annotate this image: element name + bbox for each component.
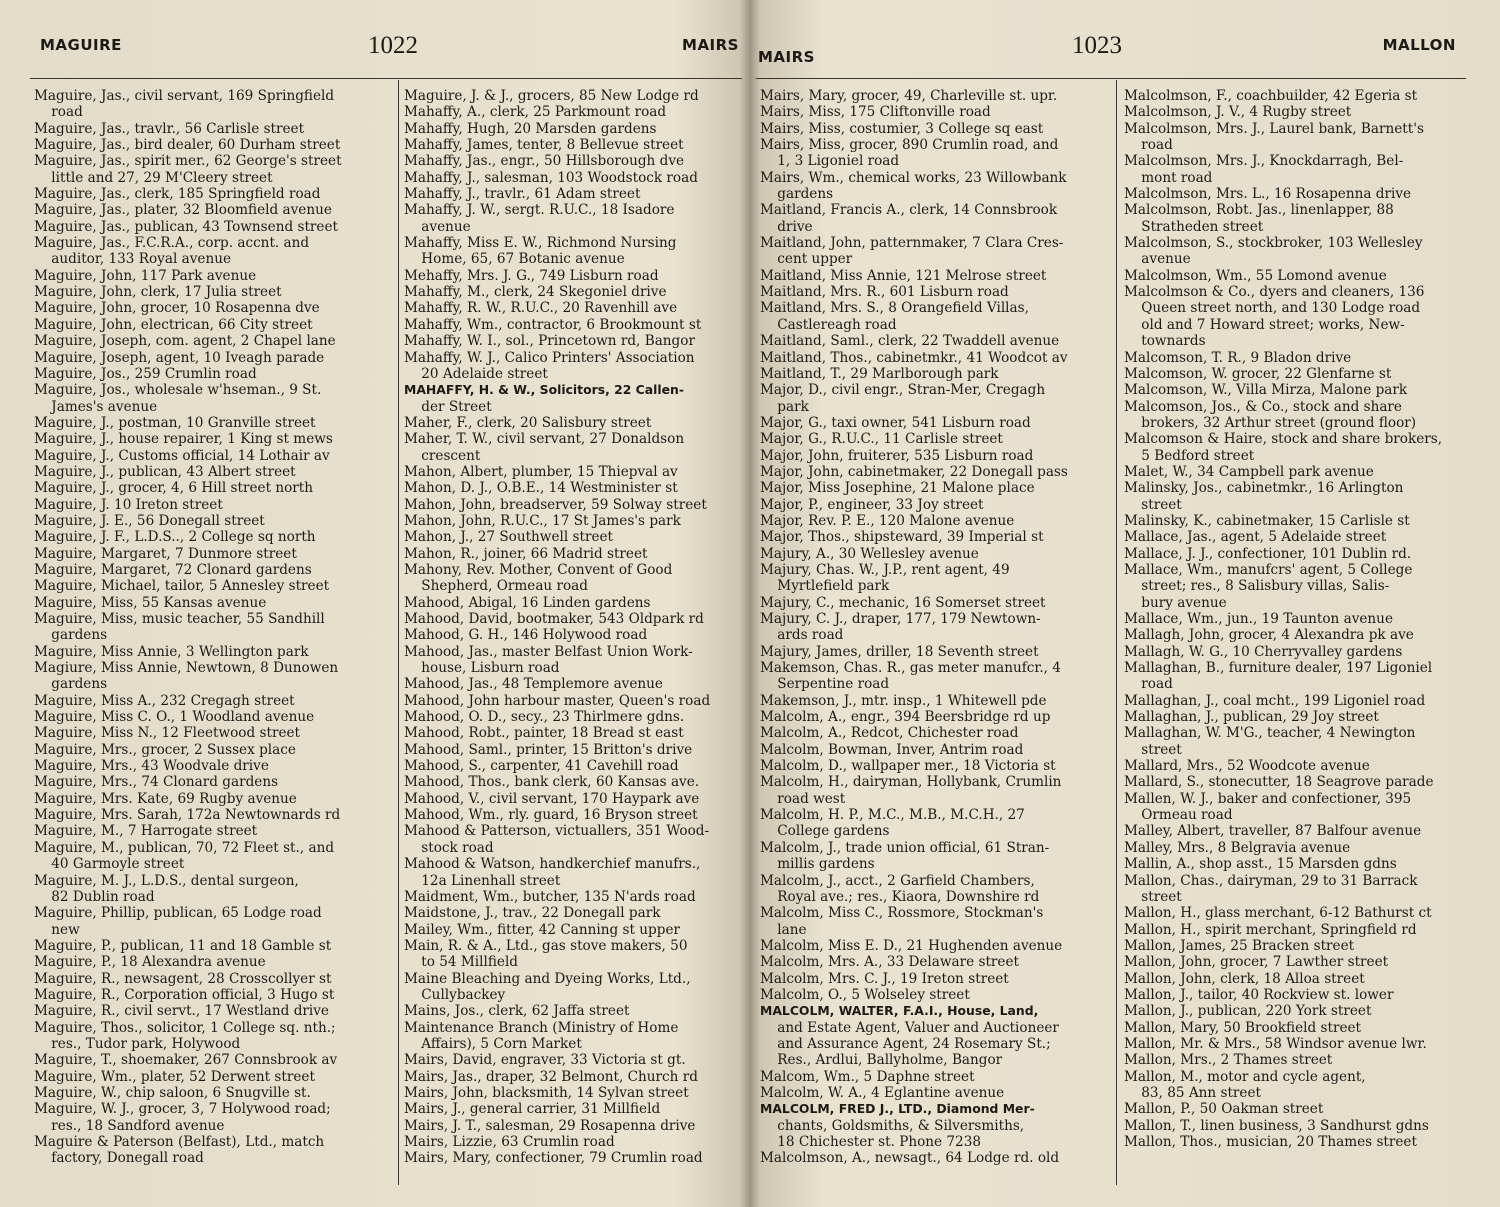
directory-entry: Major, Thos., shipsteward, 39 Imperial st [760, 529, 1044, 546]
directory-entry-continuation: mont road [1124, 169, 1213, 186]
directory-entry: Maitland, Mrs. S., 8 Orangefield Villas, [760, 300, 1029, 317]
directory-entry-continuation: road [1124, 137, 1173, 154]
directory-entry: Maitland, Francis A., clerk, 14 Connsbrook [760, 202, 1058, 219]
directory-entry-continuation: ards road [760, 627, 844, 644]
directory-entry: Maitland, Thos., cabinetmkr., 41 Woodcot av [760, 349, 1068, 366]
directory-entry: Mallon, H., spirit merchant, Springfield rd [1124, 921, 1417, 938]
directory-entry: Mahaffy, J., salesman, 103 Woodstock road [404, 169, 698, 186]
directory-entry: Mahood, Abigal, 16 Linden gardens [404, 594, 651, 611]
directory-entry: Maguire, J., house repairer, 1 King st mews [34, 431, 333, 448]
directory-entry: Mahood & Patterson, victuallers, 351 Wood- [404, 823, 710, 840]
directory-entry: Malcolm, A., Redcot, Chichester road [760, 725, 1019, 742]
directory-entry: Maidstone, J., trav., 22 Donegall park [404, 905, 661, 922]
directory-entry-continuation: and Assurance Agent, 24 Rosemary St.; [760, 1035, 1051, 1052]
directory-entry: Maguire, Miss Annie, 3 Wellington park [34, 643, 309, 660]
column-2 [404, 88, 742, 1167]
directory-entry: Mairs, David, engraver, 33 Victoria st gt. [404, 1052, 686, 1069]
column-rule [1116, 80, 1117, 1185]
directory-entry: Mallace, Jas., agent, 5 Adelaide street [1124, 529, 1387, 546]
directory-entry: Mahony, Rev. Mother, Convent of Good [404, 561, 673, 578]
directory-entry: Majury, James, driller, 18 Seventh street [760, 643, 1039, 660]
running-head [752, 32, 1500, 66]
directory-entry: Mahood, David, bootmaker, 543 Oldpark rd [404, 611, 704, 627]
directory-entry: Maguire, Joseph, agent, 10 Iveagh parade [34, 349, 325, 366]
directory-entry: Maguire, T., shoemaker, 267 Connsbrook av [34, 1052, 338, 1069]
directory-entry-continuation: Royal ave.; res., Kiaora, Downshire rd [760, 888, 1040, 905]
directory-entry: Mahaffy, R. W., R.U.C., 20 Ravenhill ave [404, 300, 678, 317]
directory-entry: Malcolm, A., engr., 394 Beersbridge rd up [760, 709, 1051, 726]
directory-entry-continuation: Home, 65, 67 Botanic avenue [404, 251, 625, 268]
running-head-right: MALLON [1382, 36, 1456, 54]
directory-entry: Maguire & Paterson (Belfast), Ltd., match [34, 1134, 325, 1150]
directory-entry: Maguire, J., Customs official, 14 Lothair av [34, 447, 330, 464]
directory-entry-continuation: Queen street north, and 130 Lodge road [1124, 300, 1421, 317]
directory-entry-continuation: chants, Goldsmiths, & Silversmiths, [760, 1117, 1025, 1134]
directory-entry: Maguire, J., grocer, 4, 6 Hill street north [34, 480, 314, 497]
right-page [752, 0, 1500, 1207]
directory-entry: Maguire, Miss A., 232 Cregagh street [34, 692, 295, 709]
directory-entry: Malcolm, D., wallpaper mer., 18 Victoria st [760, 758, 1056, 775]
directory-entry: Maitland, Mrs. R., 601 Lisburn road [760, 284, 1009, 301]
directory-entry: Malcolm, O., 5 Wolseley street [760, 986, 970, 1003]
directory-entry: Malcolm, Bowman, Inver, Antrim road [760, 741, 1024, 758]
directory-entry: Majury, C. J., draper, 177, 179 Newtown- [760, 611, 1041, 627]
column-2 [1124, 88, 1470, 1150]
directory-entry-continuation: Shepherd, Ormeau road [404, 578, 588, 595]
directory-entry: Mallon, John, grocer, 7 Lawther street [1124, 954, 1389, 971]
directory-entry: Malcolm, H., dairyman, Hollybank, Crumlin [760, 774, 1062, 791]
directory-entry: Mairs, Miss, grocer, 890 Crumlin road, and [760, 137, 1059, 154]
directory-entry: Maguire, Jos., 259 Crumlin road [34, 365, 257, 382]
directory-entry: Malcolmson, Wm., 55 Lomond avenue [1124, 267, 1387, 284]
directory-entry: Maguire, Miss, 55 Kansas avenue [34, 594, 267, 611]
directory-entry: Malinsky, K., cabinetmaker, 15 Carlisle st [1124, 512, 1410, 529]
directory-entry: Malcomson & Haire, stock and share brokers, [1124, 431, 1443, 448]
directory-entry: Mahaffy, A., clerk, 25 Parkmount road [404, 104, 667, 121]
directory-entry-continuation: 18 Chichester st. Phone 7238 [760, 1134, 982, 1150]
directory-entry: Maitland, Miss Annie, 121 Melrose street [760, 267, 1047, 284]
directory-entry-continuation: road [1124, 676, 1173, 693]
directory-entry: Malcolm, Miss C., Rossmore, Stockman's [760, 905, 1044, 922]
directory-entry: Mahaffy, W. J., Calico Printers' Association [404, 349, 695, 366]
directory-entry: Maguire, P., publican, 11 and 18 Gamble st [34, 937, 332, 954]
directory-entry: Mallon, M., motor and cycle agent, [1124, 1068, 1366, 1085]
directory-entry: Mains, Jos., clerk, 62 Jaffa street [404, 1003, 630, 1020]
directory-entry-continuation: old and 7 Howard street; works, New- [1124, 316, 1405, 333]
page-number: 1022 [368, 32, 418, 59]
directory-entry-continuation: street; res., 8 Salisbury villas, Salis- [1124, 578, 1390, 595]
directory-entry: Mallon, J., publican, 220 York street [1124, 1003, 1372, 1020]
directory-entry-continuation: gardens [34, 627, 108, 644]
directory-entry: Mallon, T., linen business, 3 Sandhurst gdns [1124, 1117, 1429, 1134]
directory-entry: Mahon, Albert, plumber, 15 Thiepval av [404, 463, 678, 480]
running-head [0, 32, 745, 66]
directory-entry: Malley, Mrs., 8 Belgravia avenue [1124, 839, 1351, 856]
directory-entry: Magiure, Miss Annie, Newtown, 8 Dunowen [34, 660, 339, 677]
directory-entry: Maguire, Jas., F.C.R.A., corp. accnt. and [34, 235, 310, 252]
directory-entry: Maguire, J., postman, 10 Granville street [34, 414, 316, 431]
directory-entry: Mallen, W. J., baker and confectioner, 395 [1124, 790, 1412, 807]
directory-entry: Malcolmson, Mrs. L., 16 Rosapenna drive [1124, 186, 1412, 203]
directory-entry-continuation: Myrtlefield park [760, 578, 890, 595]
directory-entry-continuation: avenue [404, 218, 471, 235]
directory-entry-continuation: street [1124, 888, 1182, 905]
directory-entry: Malcolmson, Mrs. J., Laurel bank, Barnett's [1124, 120, 1424, 137]
head-rule [756, 78, 1466, 79]
directory-entry: Maguire, R., civil servt., 17 Westland drive [34, 1003, 329, 1020]
directory-entry-continuation: stock road [404, 839, 494, 856]
directory-entry-continuation: der Street [404, 398, 492, 415]
directory-entry: Malcomson, T. R., 9 Bladon drive [1124, 349, 1352, 366]
directory-entry: Mallagh, W. G., 10 Cherryvalley gardens [1124, 643, 1403, 660]
directory-entry: Malcolmson, S., stockbroker, 103 Wellesley [1124, 235, 1423, 252]
directory-entry: Maguire, Miss N., 12 Fleetwood street [34, 725, 301, 742]
directory-entry-continuation: Affairs), 5 Corn Market [404, 1035, 582, 1052]
directory-entry: Maguire, John, clerk, 17 Julia street [34, 284, 282, 301]
directory-entry-continuation: 20 Adelaide street [404, 365, 548, 382]
directory-entry-continuation: brokers, 32 Arthur street (ground floor) [1124, 414, 1417, 431]
directory-entry: Maguire, Mrs. Sarah, 172a Newtownards rd [34, 807, 341, 824]
directory-entry-continuation: millis gardens [760, 856, 875, 873]
directory-entry: Maguire, J. & J., grocers, 85 New Lodge rd [404, 88, 699, 104]
directory-entry-continuation: little and 27, 29 M'Cleery street [34, 169, 273, 186]
directory-entry: Mahood, O. D., secy., 23 Thirlmere gdns. [404, 709, 685, 726]
directory-entry: Maitland, John, patternmaker, 7 Clara Cres- [760, 235, 1064, 252]
directory-entry: Majury, A., 30 Wellesley avenue [760, 545, 979, 562]
directory-entry: Mahaffy, W. I., sol., Princetown rd, Bangor [404, 333, 695, 350]
directory-entry-continuation: avenue [1124, 251, 1191, 268]
directory-entry: Maguire, J. F., L.D.S.., 2 College sq north [34, 529, 316, 546]
running-head-right: MAIRS [682, 36, 739, 54]
directory-entry: Maguire, Miss, music teacher, 55 Sandhill [34, 611, 325, 627]
directory-entry: Mairs, Mary, confectioner, 79 Crumlin road [404, 1150, 703, 1167]
directory-entry: Mahaffy, James, tenter, 8 Bellevue street [404, 137, 684, 154]
directory-entry: Maher, T. W., civil servant, 27 Donaldson [404, 431, 685, 448]
directory-entry-continuation: Res., Ardlui, Ballyholme, Bangor [760, 1052, 1003, 1069]
directory-entry: Mahaffy, M., clerk, 24 Skegoniel drive [404, 284, 667, 301]
directory-entry-continuation: 5 Bedford street [1124, 447, 1255, 464]
directory-entry: Mallaghan, B., furniture dealer, 197 Ligoniel [1124, 660, 1433, 677]
directory-entry: Mairs, J., general carrier, 31 Millfield [404, 1101, 661, 1118]
directory-entry: Mallard, S., stonecutter, 18 Seagrove parade [1124, 774, 1434, 791]
directory-entry: Major, D., civil engr., Stran-Mer, Cregagh [760, 382, 1046, 399]
directory-entry: Mairs, Wm., chemical works, 23 Willowbank [760, 169, 1067, 186]
directory-entry-continuation: Cullybackey [404, 986, 506, 1003]
directory-entry: Mahood & Watson, handkerchief manufrs., [404, 856, 701, 873]
directory-entry-continuation: 1, 3 Ligoniel road [760, 153, 900, 170]
directory-entry-continuation: Stratheden street [1124, 218, 1264, 235]
directory-entry: Mahaffy, Wm., contractor, 6 Brookmount st [404, 316, 702, 333]
directory-entry: Malet, W., 34 Campbell park avenue [1124, 463, 1374, 480]
directory-entry-continuation: road west [760, 790, 846, 807]
directory-entry: Maguire, P., 18 Alexandra avenue [34, 954, 266, 971]
directory-entry: Maguire, J., publican, 43 Albert street [34, 463, 296, 480]
directory-entry: Maguire, Wm., plater, 52 Derwent street [34, 1068, 315, 1085]
directory-entry: Mairs, J. T., salesman, 29 Rosapenna drive [404, 1117, 696, 1134]
directory-entry: Maguire, Mrs., grocer, 2 Sussex place [34, 741, 296, 758]
directory-entry: Mairs, Jas., draper, 32 Belmont, Church rd [404, 1068, 698, 1085]
directory-entry-continuation: res., 18 Sandford avenue [34, 1117, 225, 1134]
directory-entry: Malcolmson & Co., dyers and cleaners, 136 [1124, 284, 1425, 301]
directory-entry: Mahood, Saml., printer, 15 Britton's drive [404, 741, 693, 758]
directory-entry: Maguire, J. E., 56 Donegall street [34, 512, 265, 529]
directory-entry-continuation: and Estate Agent, Valuer and Auctioneer [760, 1019, 1059, 1036]
directory-entry: Malcolmson, Mrs. J., Knockdarragh, Bel- [1124, 153, 1404, 170]
directory-entry: Maguire, Jas., civil servant, 169 Springfield [34, 88, 335, 104]
directory-entry-continuation: gardens [760, 186, 834, 203]
directory-entry: Mahood, V., civil servant, 170 Haypark ave [404, 790, 700, 807]
directory-entry-continuation: street [1124, 741, 1182, 758]
directory-entry: Mallon, Mr. & Mrs., 58 Windsor avenue lwr. [1124, 1035, 1427, 1052]
directory-entry-continuation: factory, Donegall road [34, 1150, 204, 1167]
directory-entry: Mahood, Jas., 48 Templemore avenue [404, 676, 663, 693]
directory-entry-continuation: College gardens [760, 823, 890, 840]
directory-entry: Malcolm, W. A., 4 Eglantine avenue [760, 1084, 1005, 1101]
directory-entry: Mahood, S., carpenter, 41 Cavehill road [404, 758, 679, 775]
directory-entry: Major, G., R.U.C., 11 Carlisle street [760, 431, 1003, 448]
directory-entry: Mallace, Wm., jun., 19 Taunton avenue [1124, 611, 1393, 627]
directory-entry: Maidment, Wm., butcher, 135 N'ards road [404, 888, 696, 905]
directory-entry: Main, R. & A., Ltd., gas stove makers, 50 [404, 937, 688, 954]
directory-entry: Maguire, R., Corporation official, 3 Hugo st [34, 986, 335, 1003]
directory-entry: Malcolm, Mrs. A., 33 Delaware street [760, 954, 1019, 971]
directory-entry: Mahaffy, Miss E. W., Richmond Nursing [404, 235, 677, 252]
directory-entry: Major, P., engineer, 33 Joy street [760, 496, 984, 513]
directory-entry: Makemson, Chas. R., gas meter manufcr., 4 [760, 660, 1061, 677]
directory-entry-continuation: 40 Garmoyle street [34, 856, 185, 873]
directory-entry: Malcolm, H. P., M.C., M.B., M.C.H., 27 [760, 807, 1025, 824]
directory-entry: Mallace, J. J., confectioner, 101 Dublin rd. [1124, 545, 1412, 562]
directory-entry: Maguire, Michael, tailor, 5 Annesley street [34, 578, 330, 595]
directory-entry: Maguire, Jas., travlr., 56 Carlisle street [34, 120, 305, 137]
directory-entry-continuation: Serpentine road [760, 676, 890, 693]
column-1 [34, 88, 394, 1167]
directory-entry: Maguire, Mrs., 74 Clonard gardens [34, 774, 279, 791]
directory-entry: Mairs, Miss, 175 Cliftonville road [760, 104, 991, 121]
directory-entry: Maguire, Margaret, 7 Dunmore street [34, 545, 297, 562]
directory-entry: Malcomson, W., Villa Mirza, Malone park [1124, 382, 1408, 399]
directory-entry: Mairs, John, blacksmith, 14 Sylvan street [404, 1084, 689, 1101]
directory-entry: Mallon, Chas., dairyman, 29 to 31 Barrack [1124, 872, 1418, 889]
directory-entry-continuation: gardens [34, 676, 108, 693]
directory-entry-continuation: road [34, 104, 83, 121]
directory-entry: MALCOLM, FRED J., LTD., Diamond Mer- [760, 1101, 1035, 1117]
directory-entry-continuation: lane [760, 921, 807, 938]
directory-entry-continuation: Ormeau road [1124, 807, 1233, 824]
directory-entry: Mallon, Mrs., 2 Thames street [1124, 1052, 1333, 1069]
directory-entry: MALCOLM, WALTER, F.A.I., House, Land, [760, 1003, 1039, 1019]
directory-entry: Mahon, R., joiner, 66 Madrid street [404, 545, 648, 562]
directory-entry: Malley, Albert, traveller, 87 Balfour avenue [1124, 823, 1422, 840]
directory-entry: Mallagh, John, grocer, 4 Alexandra pk ave [1124, 627, 1414, 644]
directory-entry: Mallon, H., glass merchant, 6-12 Bathurst ct [1124, 905, 1432, 922]
directory-entry: Mailey, Wm., fitter, 42 Canning st upper [404, 921, 681, 938]
directory-entry: Maguire, Jas., bird dealer, 60 Durham street [34, 137, 341, 154]
directory-entry: Maguire, John, grocer, 10 Rosapenna dve [34, 300, 320, 317]
directory-entry: Major, John, cabinetmaker, 22 Donegall pass [760, 463, 1068, 480]
directory-entry-continuation: cent upper [760, 251, 853, 268]
directory-entry: Makemson, J., mtr. insp., 1 Whitewell pde [760, 692, 1047, 709]
directory-entry: Malcolm, J., trade union official, 61 Stran- [760, 839, 1050, 856]
directory-entry-continuation: new [34, 921, 80, 938]
directory-entry: Major, Rev. P. E., 120 Malone avenue [760, 512, 1015, 529]
directory-entry: Mallin, A., shop asst., 15 Marsden gdns [1124, 856, 1397, 873]
directory-entry: Mallaghan, J., publican, 29 Joy street [1124, 709, 1379, 726]
directory-entry: Maguire, R., newsagent, 28 Crosscollyer st [34, 970, 332, 987]
directory-entry: Maguire, W., chip saloon, 6 Snugville st. [34, 1084, 311, 1101]
directory-entry: Maguire, Miss C. O., 1 Woodland avenue [34, 709, 315, 726]
directory-entry: MAHAFFY, H. & W., Solicitors, 22 Callen- [404, 382, 684, 398]
directory-entry-continuation: 83, 85 Ann street [1124, 1084, 1261, 1101]
directory-entry: Mahood, Thos., bank clerk, 60 Kansas ave. [404, 774, 700, 791]
directory-entry-continuation: to 54 Millfield [404, 954, 518, 971]
directory-entry: Mahood, Wm., rly. guard, 16 Bryson street [404, 807, 698, 824]
directory-entry: Majury, C., mechanic, 16 Somerset street [760, 594, 1046, 611]
directory-entry: Malcolm, J., acct., 2 Garfield Chambers, [760, 872, 1035, 889]
directory-entry-continuation: James's avenue [34, 398, 158, 415]
directory-entry: Malcomson, W. grocer, 22 Glenfarne st [1124, 365, 1392, 382]
directory-entry-continuation: park [760, 398, 809, 415]
directory-entry: Mahon, John, R.U.C., 17 St James's park [404, 512, 681, 529]
directory-entry: Mallaghan, J., coal mcht., 199 Ligoniel road [1124, 692, 1426, 709]
directory-entry: Mairs, Mary, grocer, 49, Charleville st. upr. [760, 88, 1058, 104]
running-head-left: MAIRS [758, 48, 815, 66]
directory-entry-continuation: street [1124, 496, 1182, 513]
directory-entry: Maguire, M., 7 Harrogate street [34, 823, 258, 840]
directory-entry: Malcolmson, Robt. Jas., linenlapper, 88 [1124, 202, 1394, 219]
left-page [0, 0, 745, 1207]
directory-entry: Mallon, John, clerk, 18 Alloa street [1124, 970, 1365, 987]
directory-entry: Maguire, Jos., wholesale w'hseman., 9 St. [34, 382, 322, 399]
directory-entry: Mehaffy, Mrs. J. G., 749 Lisburn road [404, 267, 659, 284]
running-head-left: MAGUIRE [40, 36, 122, 54]
directory-entry: Maguire, John, 117 Park avenue [34, 267, 257, 284]
directory-entry: Maguire, Jas., plater, 32 Bloomfield avenue [34, 202, 332, 219]
directory-entry: Maguire, Jas., publican, 43 Townsend street [34, 218, 338, 235]
directory-entry: Mallaghan, W. M'G., teacher, 4 Newington [1124, 725, 1416, 742]
directory-entry: Maitland, Saml., clerk, 22 Twaddell avenue [760, 333, 1060, 350]
directory-entry: Majury, Chas. W., J.P., rent agent, 49 [760, 561, 1010, 578]
directory-entry: Maguire, Mrs. Kate, 69 Rugby avenue [34, 790, 297, 807]
directory-entry: Maher, F., clerk, 20 Salisbury street [404, 414, 652, 431]
directory-entry: Mairs, Lizzie, 63 Crumlin road [404, 1134, 615, 1150]
directory-entry: Malcolm, Miss E. D., 21 Hughenden avenue [760, 937, 1063, 954]
directory-entry: Maguire, Thos., solicitor, 1 College sq. nth.; [34, 1019, 336, 1036]
directory-entry: Mairs, Miss, costumier, 3 College sq east [760, 120, 1044, 137]
directory-entry: Mahood, Robt., painter, 18 Bread st east [404, 725, 684, 742]
column-1 [760, 88, 1112, 1167]
directory-entry-continuation: 12a Linenhall street [404, 872, 561, 889]
directory-entry: Mahood, G. H., 146 Holywood road [404, 627, 648, 644]
directory-entry: Maguire, M. J., L.D.S., dental surgeon, [34, 872, 299, 889]
directory-entry: Mahaffy, Hugh, 20 Marsden gardens [404, 120, 657, 137]
directory-entry: Mallon, James, 25 Bracken street [1124, 937, 1355, 954]
directory-entry-continuation: drive [760, 218, 813, 235]
directory-entry: Major, G., taxi owner, 541 Lisburn road [760, 414, 1031, 431]
directory-entry: Maguire, Jas., clerk, 185 Springfield road [34, 186, 321, 203]
directory-entry: Malcomson, Jos., & Co., stock and share [1124, 398, 1402, 415]
directory-entry: Maguire, Margaret, 72 Clonard gardens [34, 561, 312, 578]
directory-entry: Maguire, Jas., spirit mer., 62 George's street [34, 153, 342, 170]
directory-entry: Maine Bleaching and Dyeing Works, Ltd., [404, 970, 691, 987]
directory-entry: Maguire, Mrs., 43 Woodvale drive [34, 758, 269, 775]
directory-entry: Malcom, Wm., 5 Daphne street [760, 1068, 975, 1085]
head-rule [30, 78, 742, 79]
directory-entry: Mahon, J., 27 Southwell street [404, 529, 613, 546]
directory-entry: Mahon, John, breadserver, 59 Solway street [404, 496, 707, 513]
directory-entry: Mahaffy, J., travlr., 61 Adam street [404, 186, 641, 203]
directory-entry: Maguire, W. J., grocer, 3, 7 Holywood road; [34, 1101, 331, 1118]
directory-entry-continuation: auditor, 133 Royal avenue [34, 251, 232, 268]
directory-entry: Mahaffy, J. W., sergt. R.U.C., 18 Isadore [404, 202, 675, 219]
directory-entry: Mahon, D. J., O.B.E., 14 Westminister st [404, 480, 678, 497]
directory-entry-continuation: Castlereagh road [760, 316, 897, 333]
directory-entry: Malinsky, Jos., cabinetmkr., 16 Arlington [1124, 480, 1404, 497]
column-rule [398, 80, 399, 1185]
page-number: 1023 [1072, 32, 1122, 59]
directory-entry: Mahaffy, Jas., engr., 50 Hillsborough dve [404, 153, 685, 170]
directory-entry: Mallon, P., 50 Oakman street [1124, 1101, 1324, 1118]
directory-entry-continuation: townards [1124, 333, 1206, 350]
directory-entry-continuation: house, Lisburn road [404, 660, 560, 677]
directory-entry: Mallard, Mrs., 52 Woodcote avenue [1124, 758, 1370, 775]
directory-entry: Mahood, John harbour master, Queen's road [404, 692, 711, 709]
directory-entry: Malcolmson, F., coachbuilder, 42 Egeria st [1124, 88, 1418, 104]
directory-entry: Maguire, M., publican, 70, 72 Fleet st., and [34, 839, 335, 856]
directory-entry: Mallon, Thos., musician, 20 Thames street [1124, 1134, 1417, 1150]
directory-entry: Maitland, T., 29 Marlborough park [760, 365, 999, 382]
directory-entry-continuation: 82 Dublin road [34, 888, 155, 905]
directory-entry-continuation: crescent [404, 447, 481, 464]
directory-entry: Maguire, Joseph, com. agent, 2 Chapel lane [34, 333, 336, 350]
directory-entry: Major, Miss Josephine, 21 Malone place [760, 480, 1035, 497]
directory-entry: Maguire, Phillip, publican, 65 Lodge road [34, 905, 322, 922]
directory-entry-continuation: res., Tudor park, Holywood [34, 1035, 241, 1052]
directory-entry: Mahood, Jas., master Belfast Union Work- [404, 643, 693, 660]
directory-entry: Maintenance Branch (Ministry of Home [404, 1019, 679, 1036]
directory-entry: Mallace, Wm., manufcrs' agent, 5 College [1124, 561, 1413, 578]
directory-entry: Malcolmson, A., newsagt., 64 Lodge rd. old [760, 1150, 1060, 1167]
directory-entry: Malcolm, Mrs. C. J., 19 Ireton street [760, 970, 1009, 987]
directory-entry: Mallon, J., tailor, 40 Rockview st. lower [1124, 986, 1394, 1003]
directory-entry: Major, John, fruiterer, 535 Lisburn road [760, 447, 1034, 464]
directory-entry: Mallon, Mary, 50 Brookfield street [1124, 1019, 1362, 1036]
directory-entry: Malcolmson, J. V., 4 Rugby street [1124, 104, 1352, 121]
directory-entry: Maguire, J. 10 Ireton street [34, 496, 223, 513]
directory-entry-continuation: bury avenue [1124, 594, 1227, 611]
directory-entry: Maguire, John, electrican, 66 City street [34, 316, 313, 333]
